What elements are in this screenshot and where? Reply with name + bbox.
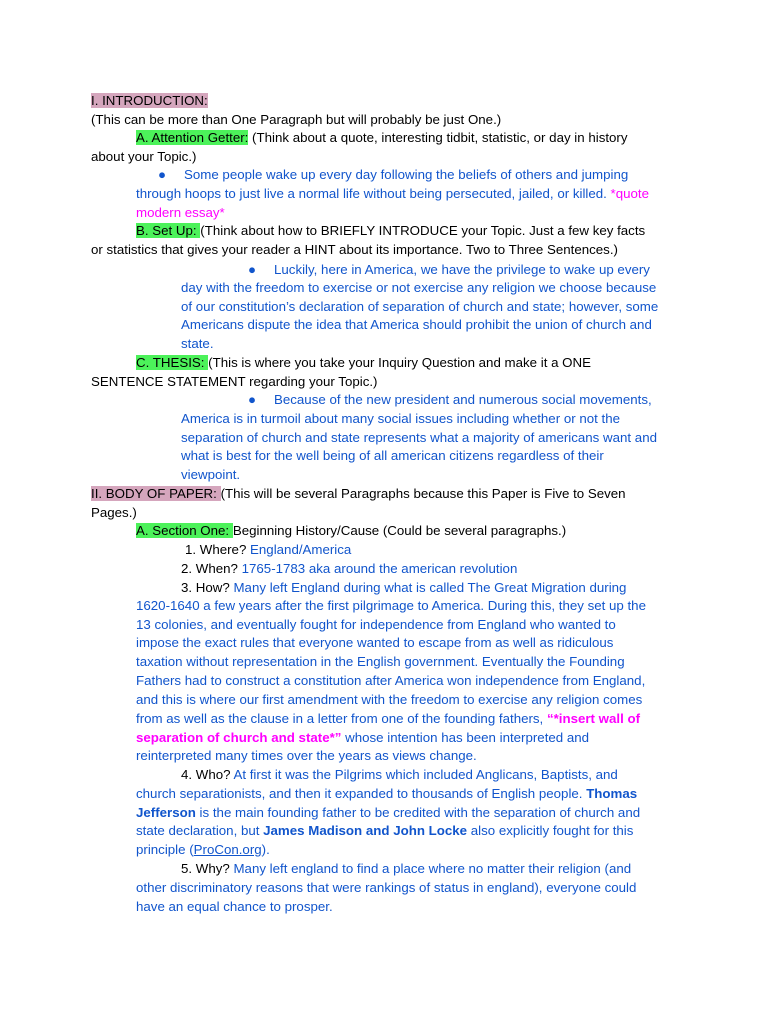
where-line: 1. Where? England/America <box>185 542 352 557</box>
how-line-3: 13 colonies, and eventually fought for independence from England who wanted to <box>136 617 616 632</box>
thesis-bullet-line-5: viewpoint. <box>181 467 241 482</box>
body-note: (This will be several Paragraphs because this Paper is Five to Seven <box>220 486 626 501</box>
procon-link[interactable]: ProCon.org <box>193 842 262 857</box>
bullet-icon: ● <box>158 167 167 182</box>
who-line-1: 4. Who? At first it was the Pilgrims which included Anglicans, Baptists, and <box>181 767 618 782</box>
thesis-line <box>136 354 591 373</box>
thesis-bullet-line-2: America is in turmoil about many social issues including whether or not the <box>181 411 621 426</box>
setup-label: B. Set Up: <box>136 223 201 238</box>
how-line-8: from as well as the clause in a letter from one of the founding fathers, “*insert wall of <box>136 711 641 726</box>
intro-heading: I. INTRODUCTION: <box>91 93 208 108</box>
setup-bullet-line-4: Americans dispute the idea that America should prohibit the union of church and <box>181 317 652 332</box>
setup-instructions-cont: or statistics that gives your reader a HINT about its importance. Two to Three Sentences.) <box>91 242 618 257</box>
section-one-line <box>136 522 566 541</box>
setup-instructions: (Think about how to BRIEFLY INTRODUCE your Topic. Just a few key facts <box>200 223 646 238</box>
setup-line <box>136 222 645 241</box>
attention-getter-instructions: (Think about a quote, interesting tidbit, statistic, or day in history <box>248 130 628 145</box>
when-line: 2. When? 1765-1783 aka around the american revolution <box>181 561 518 576</box>
thesis-label: C. THESIS: <box>136 355 209 370</box>
setup-bullet-line-3: of our constitution’s declaration of separation of church and state; however, some <box>181 299 659 314</box>
bullet-icon: ● <box>248 262 257 277</box>
attention-bullet-line-2: through hoops to just live a normal life without being persecuted, jailed, or killed. *quote <box>136 186 649 201</box>
quote-note: *quote <box>610 186 649 201</box>
how-line-9: separation of church and state*” whose intention has been interpreted and <box>136 730 590 745</box>
thesis-bullet-line-3: separation of church and state represents what a majority of americans want and <box>181 430 657 445</box>
body-heading-line <box>91 485 626 504</box>
thesis-instructions: (This is where you take your Inquiry Question and make it a ONE <box>208 355 591 370</box>
bullet-icon: ● <box>248 392 257 407</box>
attention-getter-label: A. Attention Getter: <box>136 130 249 145</box>
how-line-4: impose the exact rules that everyone wanted to escape from as well as ridiculous <box>136 635 614 650</box>
body-note-cont: Pages.) <box>91 505 137 520</box>
who-line-2: church separationists, and then it expanded to thousands of English people. Thomas <box>136 786 638 801</box>
why-line-1: 5. Why? Many left england to find a place where no matter their religion (and <box>181 861 632 876</box>
section-one-instructions: Beginning History/Cause (Could be several paragraphs.) <box>232 523 567 538</box>
who-line-4: state declaration, but James Madison and John Locke also explicitly fought for this <box>136 823 634 838</box>
section-one-label: A. Section One: <box>136 523 233 538</box>
setup-bullet-line-2: day with the freedom to exercise or not exercise any religion we choose because <box>181 280 657 295</box>
how-line-1: 3. How? Many left England during what is called The Great Migration during <box>181 580 627 595</box>
who-line-3: Jefferson is the main founding father to be credited with the separation of church and <box>136 805 641 820</box>
attention-getter-instructions-cont: about your Topic.) <box>91 149 197 164</box>
why-line-3: have an equal chance to prosper. <box>136 899 333 914</box>
quote-placeholder-cont: separation of church and state*” <box>136 730 342 745</box>
intro-heading-line <box>91 92 208 111</box>
how-line-7: and this is where our first amendment with the freedom to exercise any religion comes <box>136 692 643 707</box>
setup-bullet-line-5: state. <box>181 336 214 351</box>
body-heading: II. BODY OF PAPER: <box>91 486 221 501</box>
attention-bullet-line-1: ● Some people wake up every day following the beliefs of others and jumping <box>158 166 628 185</box>
thesis-bullet-line-4: what is best for the well being of all american citizens regardless of their <box>181 448 604 463</box>
thesis-instructions-cont: SENTENCE STATEMENT regarding your Topic.) <box>91 374 378 389</box>
setup-bullet-line-1: ● Luckily, here in America, we have the privilege to wake up every <box>248 261 650 280</box>
attention-bullet-line-3: modern essay* <box>136 205 225 220</box>
how-line-10: reinterpreted many times over the years as views change. <box>136 748 477 763</box>
who-line-5: principle (ProCon.org). <box>136 842 270 857</box>
why-line-2: other discriminatory reasons that were rankings of status in england), everyone could <box>136 880 637 895</box>
attention-getter-line <box>136 129 628 148</box>
thesis-bullet-line-1: ● Because of the new president and numerous social movements, <box>248 391 652 410</box>
madison-locke-names: James Madison and John Locke <box>263 823 468 838</box>
thomas-jefferson-name: Thomas <box>586 786 638 801</box>
quote-placeholder: “*insert wall of <box>546 711 641 726</box>
how-line-5: taxation without representation in the English government. Eventually the Founding <box>136 654 625 669</box>
how-line-6: Fathers had to construct a constitution after America won independence from England, <box>136 673 646 688</box>
how-line-2: 1620-1640 a few years after the first pilgrimage to America. During this, they set up the <box>136 598 646 613</box>
intro-note: (This can be more than One Paragraph but will probably be just One.) <box>91 112 502 127</box>
